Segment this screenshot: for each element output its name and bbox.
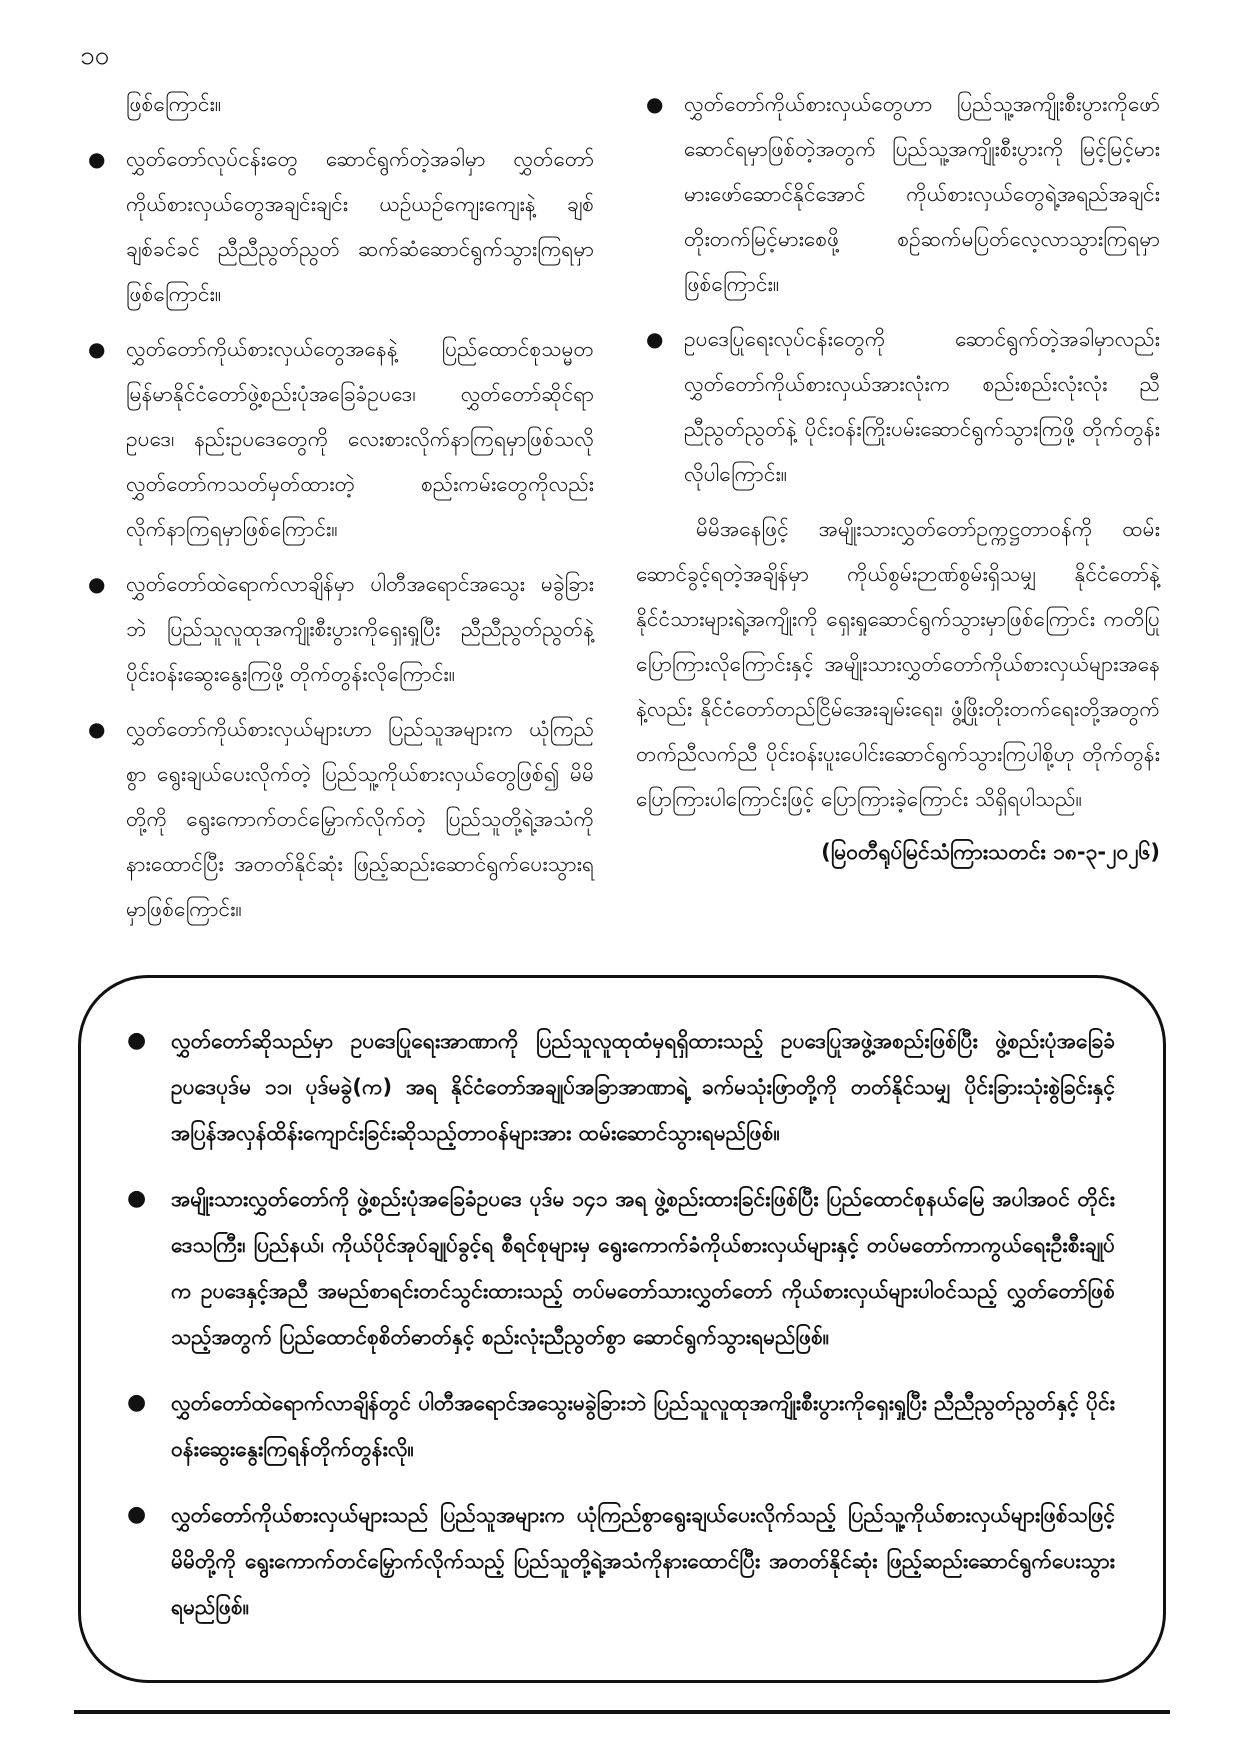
list-item-text: အမျိုးသားလွှတ်တော်ကို ဖွဲ့စည်းပုံအခြေခံဥပဒေ ပုဒ်မ ၁၄၁ အရ ဖွဲ့စည်းထားခြင်းဖြစ်ပြီး ပြည်ထောင်စုနယ်မြေ အပါအဝင် တိုင်းဒေသကြီး၊ ပြည်နယ်၊ ကိုယ်ပိုင်အုပ်ချုပ်ခွင့်ရ စီရင်စုများမှ ရွေးကောက်ခံကိုယ်စားလှယ်များနှင့် တပ်မတော်ကာကွယ်ရေးဦးစီးချုပ်က ဥပဒေနှင့်အညီ အမည်စာရင်းတင်သွင်းထားသည့် တပ်မတော်သားလွှတ်တော် ကိုယ်စားလှယ်များပါဝင်သည့် လွှတ်တော်ဖြစ်သည့်အတွက် ပြည်ထောင်စုစိတ်ဓာတ်နှင့် စည်းလုံးညီညွတ်စွာ ဆောင်ရွက်သွားရမည်ဖြစ်။	[171, 1187, 1115, 1349]
bullet-icon: ●	[127, 1390, 147, 1415]
list-item	[78, 327, 594, 552]
list-item	[121, 1492, 1115, 1630]
list-item-text: လွှတ်တော်ထဲရောက်လာချိန်တွင် ပါတီအရောင်အသွေးမခွဲခြားဘဲ ပြည်သူလူထုအကျိုးစီးပွားကိုရှေးရှုပြီး ညီညီညွတ်ညွတ်နှင့် ပိုင်းဝန်းဆွေးနွေးကြရန်တိုက်တွန်းလို။	[171, 1391, 1116, 1461]
bullet-icon: ●	[646, 92, 664, 116]
list-item	[78, 707, 594, 932]
list-item	[121, 1176, 1115, 1360]
list-item	[78, 562, 594, 697]
bullet-icon: ●	[127, 1502, 147, 1527]
bottom-rule	[74, 1710, 1170, 1714]
bullet-icon: ●	[646, 327, 664, 351]
left-bullet-list	[78, 137, 594, 932]
left-continuation: ဖြစ်ကြောင်း။	[126, 92, 222, 116]
list-item	[121, 1380, 1115, 1472]
bullet-icon: ●	[127, 1186, 147, 1211]
left-column	[78, 82, 594, 942]
list-item-text: လွှတ်တော်ကိုယ်စားလှယ်များဟာ ပြည်သူအများက ယုံကြည်စွာ ရွေးချယ်ပေးလိုက်တဲ့ ပြည်သူ့ကိုယ်စားလှယ်တွေဖြစ်၍ မိမိတို့ကို ရွေးကောက်တင်မြှောက်လိုက်တဲ့ ပြည်သူတို့ရဲ့အသံကိုနားထောင်ပြီး အတတ်နိုင်ဆုံး ဖြည့်ဆည်းဆောင်ရွက်ပေးသွားရမှာဖြစ်ကြောင်း။	[126, 717, 594, 921]
list-item-text: လွှတ်တော်ကိုယ်စားလှယ်များသည် ပြည်သူအများက ယုံကြည်စွာရွေးချယ်ပေးလိုက်သည့် ပြည်သူ့ကိုယ်စားလှယ်များဖြစ်သဖြင့် မိမိတို့ကို ရွေးကောက်တင်မြှောက်လိုက်သည့် ပြည်သူတို့ရဲ့အသံကိုနားထောင်ပြီး အတတ်နိုင်ဆုံး ဖြည့်ဆည်းဆောင်ရွက်ပေးသွားရမည်ဖြစ်။	[171, 1503, 1115, 1619]
source-credit: (မြဝတီရုပ်မြင်သံကြားသတင်း ၁၈-၃-၂၀၂၆)	[821, 840, 1160, 864]
bullet-icon: ●	[88, 572, 106, 596]
list-item	[121, 1018, 1115, 1156]
list-item	[78, 137, 594, 317]
summary-box	[78, 975, 1166, 1683]
bullet-icon: ●	[88, 337, 106, 361]
right-column	[636, 82, 1160, 875]
bullet-icon: ●	[127, 1028, 147, 1053]
list-item-text: လွှတ်တော်လုပ်ငန်းတွေ ဆောင်ရွက်တဲ့အခါမှာ လွှတ်တော်ကိုယ်စားလှယ်တွေအချင်းချင်း ယဉ်ယဉ်ကျေးကျေးနဲ့ ချစ်ချစ်ခင်ခင် ညီညီညွတ်ညွတ် ဆက်ဆံဆောင်ရွက်သွားကြရမှာဖြစ်ကြောင်း။	[126, 147, 594, 306]
list-item-text: လွှတ်တော်ဆိုသည်မှာ ဥပဒေပြုရေးအာဏာကို ပြည်သူလူထုထံမှရရှိထားသည့် ဥပဒေပြုအဖွဲ့အစည်းဖြစ်ပြီး ဖွဲ့စည်းပုံအခြေခံဥပဒေပုဒ်မ ၁၁၊ ပုဒ်မခွဲ(က) အရ နိုင်ငံတော်အချုပ်အခြာအာဏာရဲ့ ခက်မသုံးဖြာတို့ကို တတ်နိုင်သမျှ ပိုင်းခြားသုံးစွဲခြင်းနှင့် အပြန်အလှန်ထိန်းကျောင်းခြင်းဆိုသည့်တာဝန်များအား ထမ်းဆောင်သွားရမည်ဖြစ်။	[171, 1029, 1115, 1145]
list-item-text: လွှတ်တော်ကိုယ်စားလှယ်တွေဟာ ပြည်သူ့အကျိုးစီးပွားကိုဖော်ဆောင်ရမှာဖြစ်တဲ့အတွက် ပြည်သူ့အကျိုးစီးပွားကို မြင့်မြင့်မားမားဖော်ဆောင်နိုင်အောင် ကိုယ်စားလှယ်တွေရဲ့အရည်အချင်းတိုးတက်မြင့်မားစေဖို့ စဉ်ဆက်မပြတ်လေ့လာသွားကြရမှာဖြစ်ကြောင်း။	[684, 92, 1160, 296]
closing-paragraph: မိမိအနေဖြင့် အမျိုးသားလွှတ်တော်ဥက္ကဋ္ဌတာဝန်ကို ထမ်းဆောင်ခွင့်ရတဲ့အချိန်မှာ ကိုယ်စွမ်းဉာဏ်စွမ်းရှိသမျှ နိုင်ငံတော်နဲ့နိုင်ငံသားများရဲ့အကျိုးကို ရှေးရှုဆောင်ရွက်သွားမှာဖြစ်ကြောင်း ကတိပြုပြောကြားလိုကြောင်းနှင့် အမျိုးသားလွှတ်တော်ကိုယ်စားလှယ်များအနေနဲ့လည်း နိုင်ငံတော်တည်ငြိမ်အေးချမ်းရေး၊ ဖွံ့ဖြိုးတိုးတက်ရေးတို့အတွက် တက်ညီလက်ညီ ပိုင်းဝန်းပူးပေါင်းဆောင်ရွက်သွားကြပါစို့ဟု တိုက်တွန်းပြောကြားပါကြောင်းဖြင့် ပြောကြားခဲ့ကြောင်း သိရှိရပါသည်။	[636, 517, 1160, 811]
bullet-icon: ●	[88, 717, 106, 741]
bullet-icon: ●	[88, 147, 106, 171]
list-item-text: ဥပဒေပြုရေးလုပ်ငန်းတွေကို ဆောင်ရွက်တဲ့အခါမှာလည်း လွှတ်တော်ကိုယ်စားလှယ်အားလုံးက စည်းစည်းလုံးလုံး ညီညီညွတ်ညွတ်နဲ့ ပိုင်းဝန်းကြိုးပမ်းဆောင်ရွက်သွားကြဖို့ တိုက်တွန်းလိုပါကြောင်း။	[684, 327, 1160, 486]
summary-bullet-list	[81, 978, 1163, 1630]
right-bullet-list	[636, 82, 1160, 497]
list-item	[636, 317, 1160, 497]
list-item-text: လွှတ်တော်ကိုယ်စားလှယ်တွေအနေနဲ့ ပြည်ထောင်စုသမ္မတမြန်မာနိုင်ငံတော်ဖွဲ့စည်းပုံအခြေခံဥပဒေ၊ လွှတ်တော်ဆိုင်ရာဥပဒေ၊ နည်းဥပဒေတွေကို လေးစားလိုက်နာကြရမှာဖြစ်သလို လွှတ်တော်ကသတ်မှတ်ထားတဲ့ စည်းကမ်းတွေကိုလည်း လိုက်နာကြရမှာဖြစ်ကြောင်း။	[126, 337, 594, 541]
list-item-text: လွှတ်တော်ထဲရောက်လာချိန်မှာ ပါတီအရောင်အသွေး မခွဲခြားဘဲ ပြည်သူလူထုအကျိုးစီးပွားကိုရှေးရှုပြီး ညီညီညွတ်ညွတ်နဲ့ ပိုင်းဝန်းဆွေးနွေးကြဖို့ တိုက်တွန်းလိုကြောင်း။	[126, 572, 594, 686]
page-number: ၁၀	[80, 41, 110, 71]
list-item	[636, 82, 1160, 307]
